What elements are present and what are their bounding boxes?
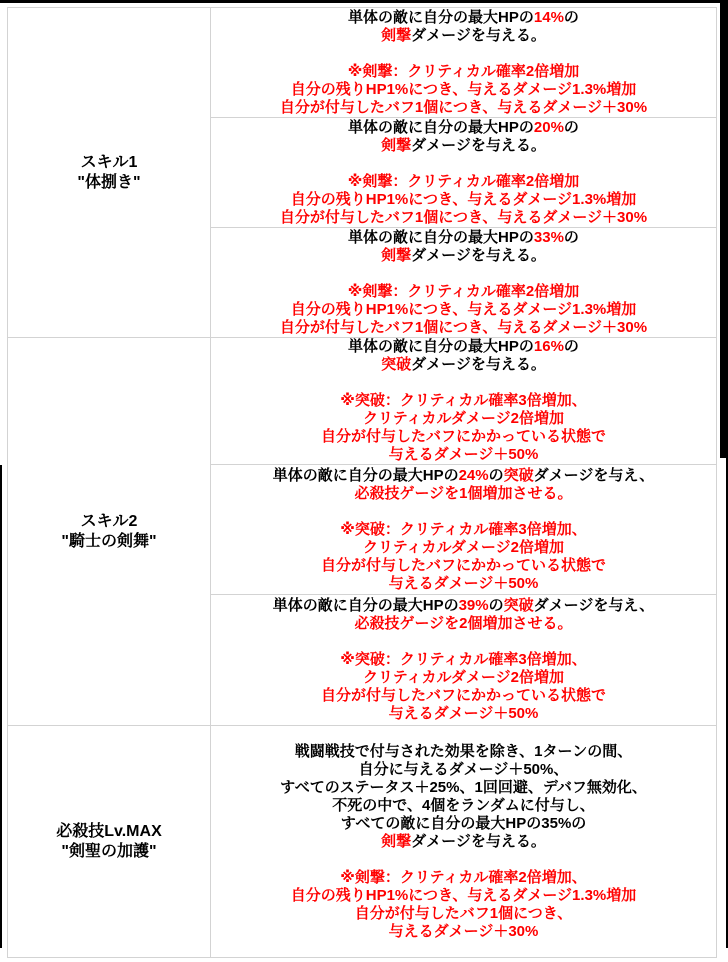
highlight-text: 24%	[458, 466, 489, 484]
skill-text-line	[211, 651, 716, 669]
ultimate-name: 必殺技Lv.MAX	[56, 822, 162, 840]
highlight-text: 必殺技ゲージを2個増加させる。	[354, 615, 573, 632]
highlight-text: クリティカルダメージ2倍増加	[363, 669, 564, 686]
skill-text-line	[211, 851, 716, 869]
skill-text-line	[211, 137, 716, 155]
left-edge-thin-line	[0, 465, 2, 948]
text-segment: の	[563, 8, 579, 26]
text-segment: 自分に与えるダメージ＋50%、	[358, 760, 569, 778]
highlight-text: 自分が付与したバフ1個につき、	[354, 904, 573, 922]
top-edge-line	[0, 0, 728, 3]
skill1-level2-cell	[211, 118, 717, 228]
highlight-text: ※突破：クリティカル確率3倍増加、	[340, 520, 587, 538]
ultimate-title: "剣聖の加護"	[61, 842, 157, 860]
text-segment: ダメージを与える。	[411, 356, 546, 373]
skill-text-line	[211, 319, 716, 337]
text-segment: 単体の敵に自分の最大HPの	[348, 228, 534, 246]
skill1-name: スキル1	[80, 153, 138, 171]
skill1-label-cell	[8, 8, 211, 338]
text-segment: 単体の敵に自分の最大HPの	[272, 466, 459, 484]
highlight-text: 自分が付与したバフ1個につき、与えるダメージ＋30%	[279, 98, 648, 116]
skill-text-line	[211, 521, 716, 539]
highlight-text: 必殺技ゲージを1個増加させる。	[354, 484, 573, 502]
right-edge-bar	[720, 0, 728, 458]
skill-text-line	[211, 869, 716, 887]
skill2-level2-cell	[211, 465, 717, 595]
highlight-text: 突破	[503, 466, 534, 484]
skill2-label-cell	[8, 338, 211, 726]
text-segment: ダメージを与える。	[411, 832, 546, 850]
text-segment: の	[563, 228, 579, 246]
skill1-level1-cell	[211, 8, 717, 118]
highlight-text: 自分が付与したバフにかかっている状態で	[320, 428, 606, 445]
highlight-text: 剣撃	[381, 832, 412, 850]
text-segment: 不死の中で、4個をランダムに付与し、	[332, 796, 595, 814]
skill-text-line	[211, 887, 716, 905]
skill-text-line	[211, 301, 716, 319]
skill2-level1-cell	[211, 338, 717, 465]
skill2-level3-cell	[211, 595, 717, 726]
skill-text-line	[211, 283, 716, 301]
skill-text-line	[211, 27, 716, 45]
skill-table	[7, 7, 717, 958]
highlight-text: 14%	[533, 8, 564, 26]
skill-text-line	[211, 905, 716, 923]
skill-text-line	[211, 923, 716, 941]
highlight-text: ※剣撃：クリティカル確率2倍増加	[347, 282, 580, 300]
highlight-text: 突破	[503, 597, 534, 614]
skill-text-line	[211, 45, 716, 63]
highlight-text: 20%	[533, 118, 564, 136]
text-segment: の	[563, 118, 579, 136]
skill-text-line	[211, 119, 716, 137]
skill-text-line	[211, 338, 716, 356]
skill2-name: スキル2	[80, 512, 138, 530]
highlight-text: 自分が付与したバフにかかっている状態で	[320, 556, 606, 574]
text-segment: ダメージを与える。	[411, 26, 546, 44]
skill-text-line	[211, 428, 716, 446]
highlight-text: 自分の残りHP1%につき、与えるダメージ1.3%増加	[290, 300, 637, 318]
skill-text-line	[211, 815, 716, 833]
skill-text-line	[211, 173, 716, 191]
skill-text-line	[211, 615, 716, 633]
skill-text-line	[211, 247, 716, 265]
skill-text-line	[211, 539, 716, 557]
highlight-text: 与えるダメージ＋50%	[388, 446, 539, 463]
skill-text-line	[211, 797, 716, 815]
skill-text-line	[211, 669, 716, 687]
highlight-text: ※突破：クリティカル確率3倍増加、	[340, 651, 587, 668]
highlight-text: 与えるダメージ＋50%	[388, 574, 539, 592]
skill-text-line	[211, 229, 716, 247]
highlight-text: 39%	[458, 597, 489, 614]
skill-text-line	[211, 557, 716, 575]
highlight-text: 突破	[381, 356, 412, 373]
highlight-text: ※剣撃：クリティカル確率2倍増加	[347, 62, 580, 80]
text-segment: の	[488, 597, 504, 614]
ultimate-label-cell	[8, 726, 211, 958]
skill-text-line	[211, 99, 716, 117]
skill-text-line	[211, 575, 716, 593]
skill-text-line	[211, 209, 716, 227]
skill-text-line	[211, 779, 716, 797]
highlight-text: 自分の残りHP1%につき、与えるダメージ1.3%増加	[290, 190, 637, 208]
skill-text-line	[211, 356, 716, 374]
text-segment: ダメージを与える。	[411, 136, 546, 154]
highlight-text: 自分の残りHP1%につき、与えるダメージ1.3%増加	[290, 80, 637, 98]
skill-text-line	[211, 374, 716, 392]
highlight-text: 与えるダメージ＋50%	[388, 705, 539, 722]
text-segment: すべての敵に自分の最大HPの35%の	[340, 814, 587, 832]
skill-text-line	[211, 503, 716, 521]
highlight-text: ※剣撃：クリティカル確率2倍増加	[347, 172, 580, 190]
text-segment: すべてのステータス＋25%、1回回避、デバフ無効化、	[280, 778, 647, 796]
skill-text-line	[211, 485, 716, 503]
highlight-text: ※剣撃：クリティカル確率2倍増加、	[340, 868, 587, 886]
skill-text-line	[211, 743, 716, 761]
skill1-title: "体捌き"	[77, 173, 141, 191]
skill-text-line	[211, 392, 716, 410]
highlight-text: 自分が付与したバフ1個につき、与えるダメージ＋30%	[279, 208, 648, 226]
skill-text-line	[211, 633, 716, 651]
highlight-text: 剣撃	[381, 26, 412, 44]
highlight-text: ※突破：クリティカル確率3倍増加、	[340, 392, 587, 409]
skill-text-line	[211, 410, 716, 428]
skill-text-line	[211, 191, 716, 209]
skill-text-line	[211, 761, 716, 779]
skill-text-line	[211, 155, 716, 173]
text-segment: ダメージを与え、	[533, 597, 655, 614]
text-segment: の	[563, 338, 579, 355]
text-segment: 単体の敵に自分の最大HPの	[348, 8, 534, 26]
highlight-text: 剣撃	[381, 246, 412, 264]
text-segment: 単体の敵に自分の最大HPの	[272, 597, 459, 614]
text-segment: ダメージを与え、	[533, 466, 655, 484]
highlight-text: 33%	[533, 228, 564, 246]
highlight-text: 自分が付与したバフ1個につき、与えるダメージ＋30%	[279, 318, 648, 336]
skill-text-line	[211, 687, 716, 705]
highlight-text: 剣撃	[381, 136, 412, 154]
highlight-text: クリティカルダメージ2倍増加	[363, 538, 564, 556]
ultimate-description-cell	[211, 726, 717, 958]
text-segment: ダメージを与える。	[411, 246, 546, 264]
skill-text-line	[211, 446, 716, 464]
skill-text-line	[211, 265, 716, 283]
skill-text-line	[211, 9, 716, 27]
highlight-text: 自分の残りHP1%につき、与えるダメージ1.3%増加	[290, 886, 637, 904]
skill-text-line	[211, 833, 716, 851]
skill-text-line	[211, 597, 716, 615]
skill-text-line	[211, 63, 716, 81]
skill-text-line	[211, 467, 716, 485]
text-segment: の	[488, 466, 504, 484]
skill-text-line	[211, 705, 716, 723]
highlight-text: 16%	[533, 338, 564, 355]
text-segment: 単体の敵に自分の最大HPの	[348, 338, 534, 355]
highlight-text: 自分が付与したバフにかかっている状態で	[320, 687, 606, 704]
highlight-text: 与えるダメージ＋30%	[388, 922, 539, 940]
skill1-level3-cell	[211, 228, 717, 338]
text-segment: 戦闘戦技で付与された効果を除き、1ターンの間、	[294, 742, 633, 760]
text-segment: 単体の敵に自分の最大HPの	[348, 118, 534, 136]
skill-text-line	[211, 81, 716, 99]
highlight-text: クリティカルダメージ2倍増加	[363, 410, 564, 427]
skill2-title: "騎士の剣舞"	[61, 532, 157, 550]
